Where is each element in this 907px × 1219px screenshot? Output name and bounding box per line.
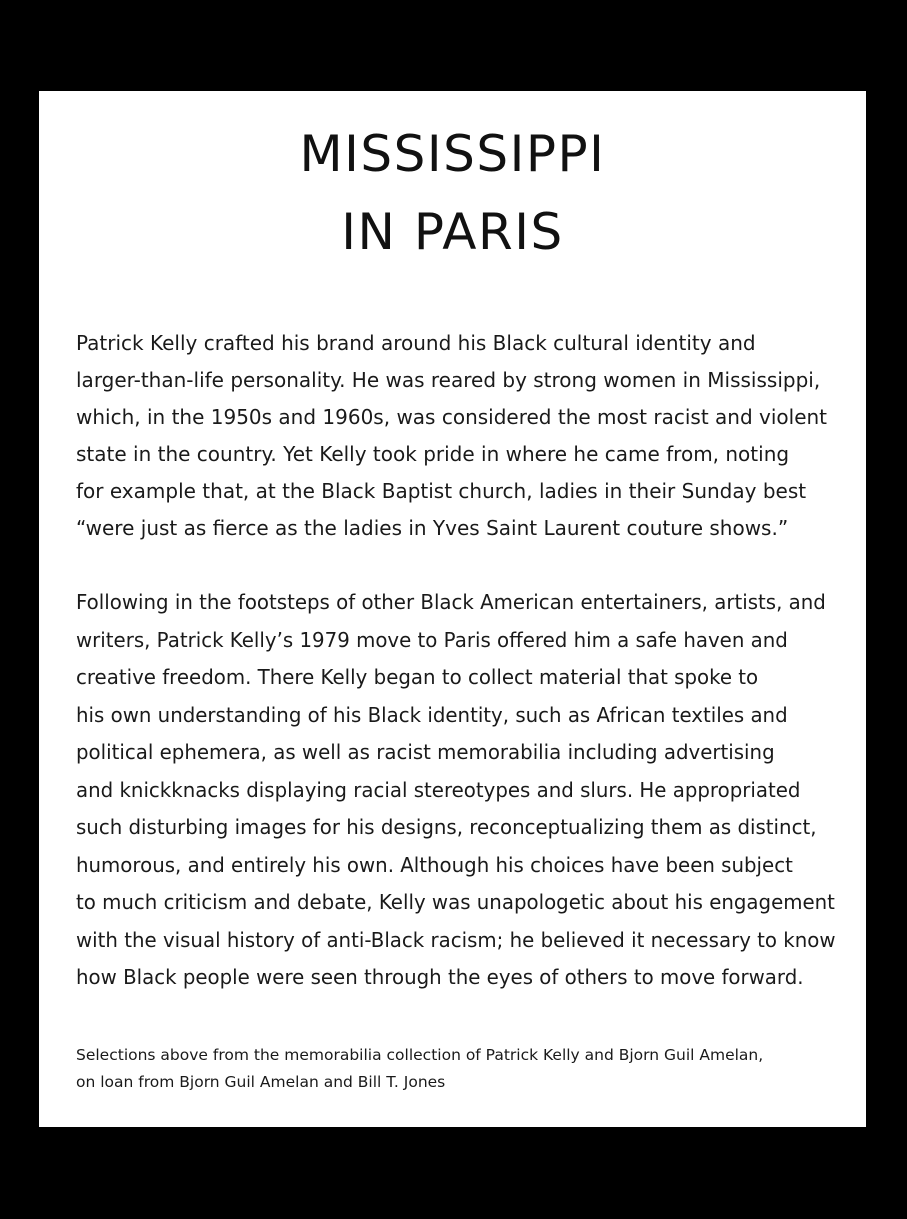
title-line: MISSISSIPPI [299,125,606,183]
text-line: with the visual history of anti-Black racism; he believed it necessary to know [76,927,836,952]
title-line: IN PARIS [341,203,564,261]
exhibit-label-panel [39,91,866,1127]
text-line: creative freedom. There Kelly began to collect material that spoke to [76,665,759,689]
text-line: for example that, at the Black Baptist church, ladies in their Sunday best [76,479,807,503]
text-line: Following in the footsteps of other Black American entertainers, artists, and [76,590,826,614]
text-line: on loan from Bjorn Guil Amelan and Bill T. Jones [76,1073,446,1091]
text-line: “were just as fierce as the ladies in Yves Saint Laurent couture shows.” [76,516,789,540]
text-line: Patrick Kelly crafted his brand around his Black cultural identity and [76,331,756,355]
exhibit-title [39,115,866,271]
text-line: Selections above from the memorabilia collection of Patrick Kelly and Bjorn Guil Amelan, [76,1046,764,1064]
text-line: writers, Patrick Kelly’s 1979 move to Paris offered him a safe haven and [76,627,788,652]
text-line: humorous, and entirely his own. Although his choices have been subject [76,852,793,877]
text-line: how Black people were seen through the eyes of others to move forward. [76,965,804,989]
text-line: which, in the 1950s and 1960s, was considered the most racist and violent [76,405,828,429]
text-line: to much criticism and debate, Kelly was unapologetic about his engagement [76,890,835,914]
text-line: state in the country. Yet Kelly took pride in where he came from, noting [76,442,790,466]
text-line: and knickknacks displaying racial stereotypes and slurs. He appropriated [76,777,801,802]
body-paragraph [76,584,845,997]
text-line: political ephemera, as well as racist memorabilia including advertising [76,740,775,764]
text-line: such disturbing images for his designs, reconceptualizing them as distinct, [76,815,817,839]
credit-line [76,1042,763,1096]
intro-paragraph [76,325,827,547]
text-line: his own understanding of his Black identity, such as African textiles and [76,702,788,727]
text-line: larger-than-life personality. He was reared by strong women in Mississippi, [76,368,821,392]
